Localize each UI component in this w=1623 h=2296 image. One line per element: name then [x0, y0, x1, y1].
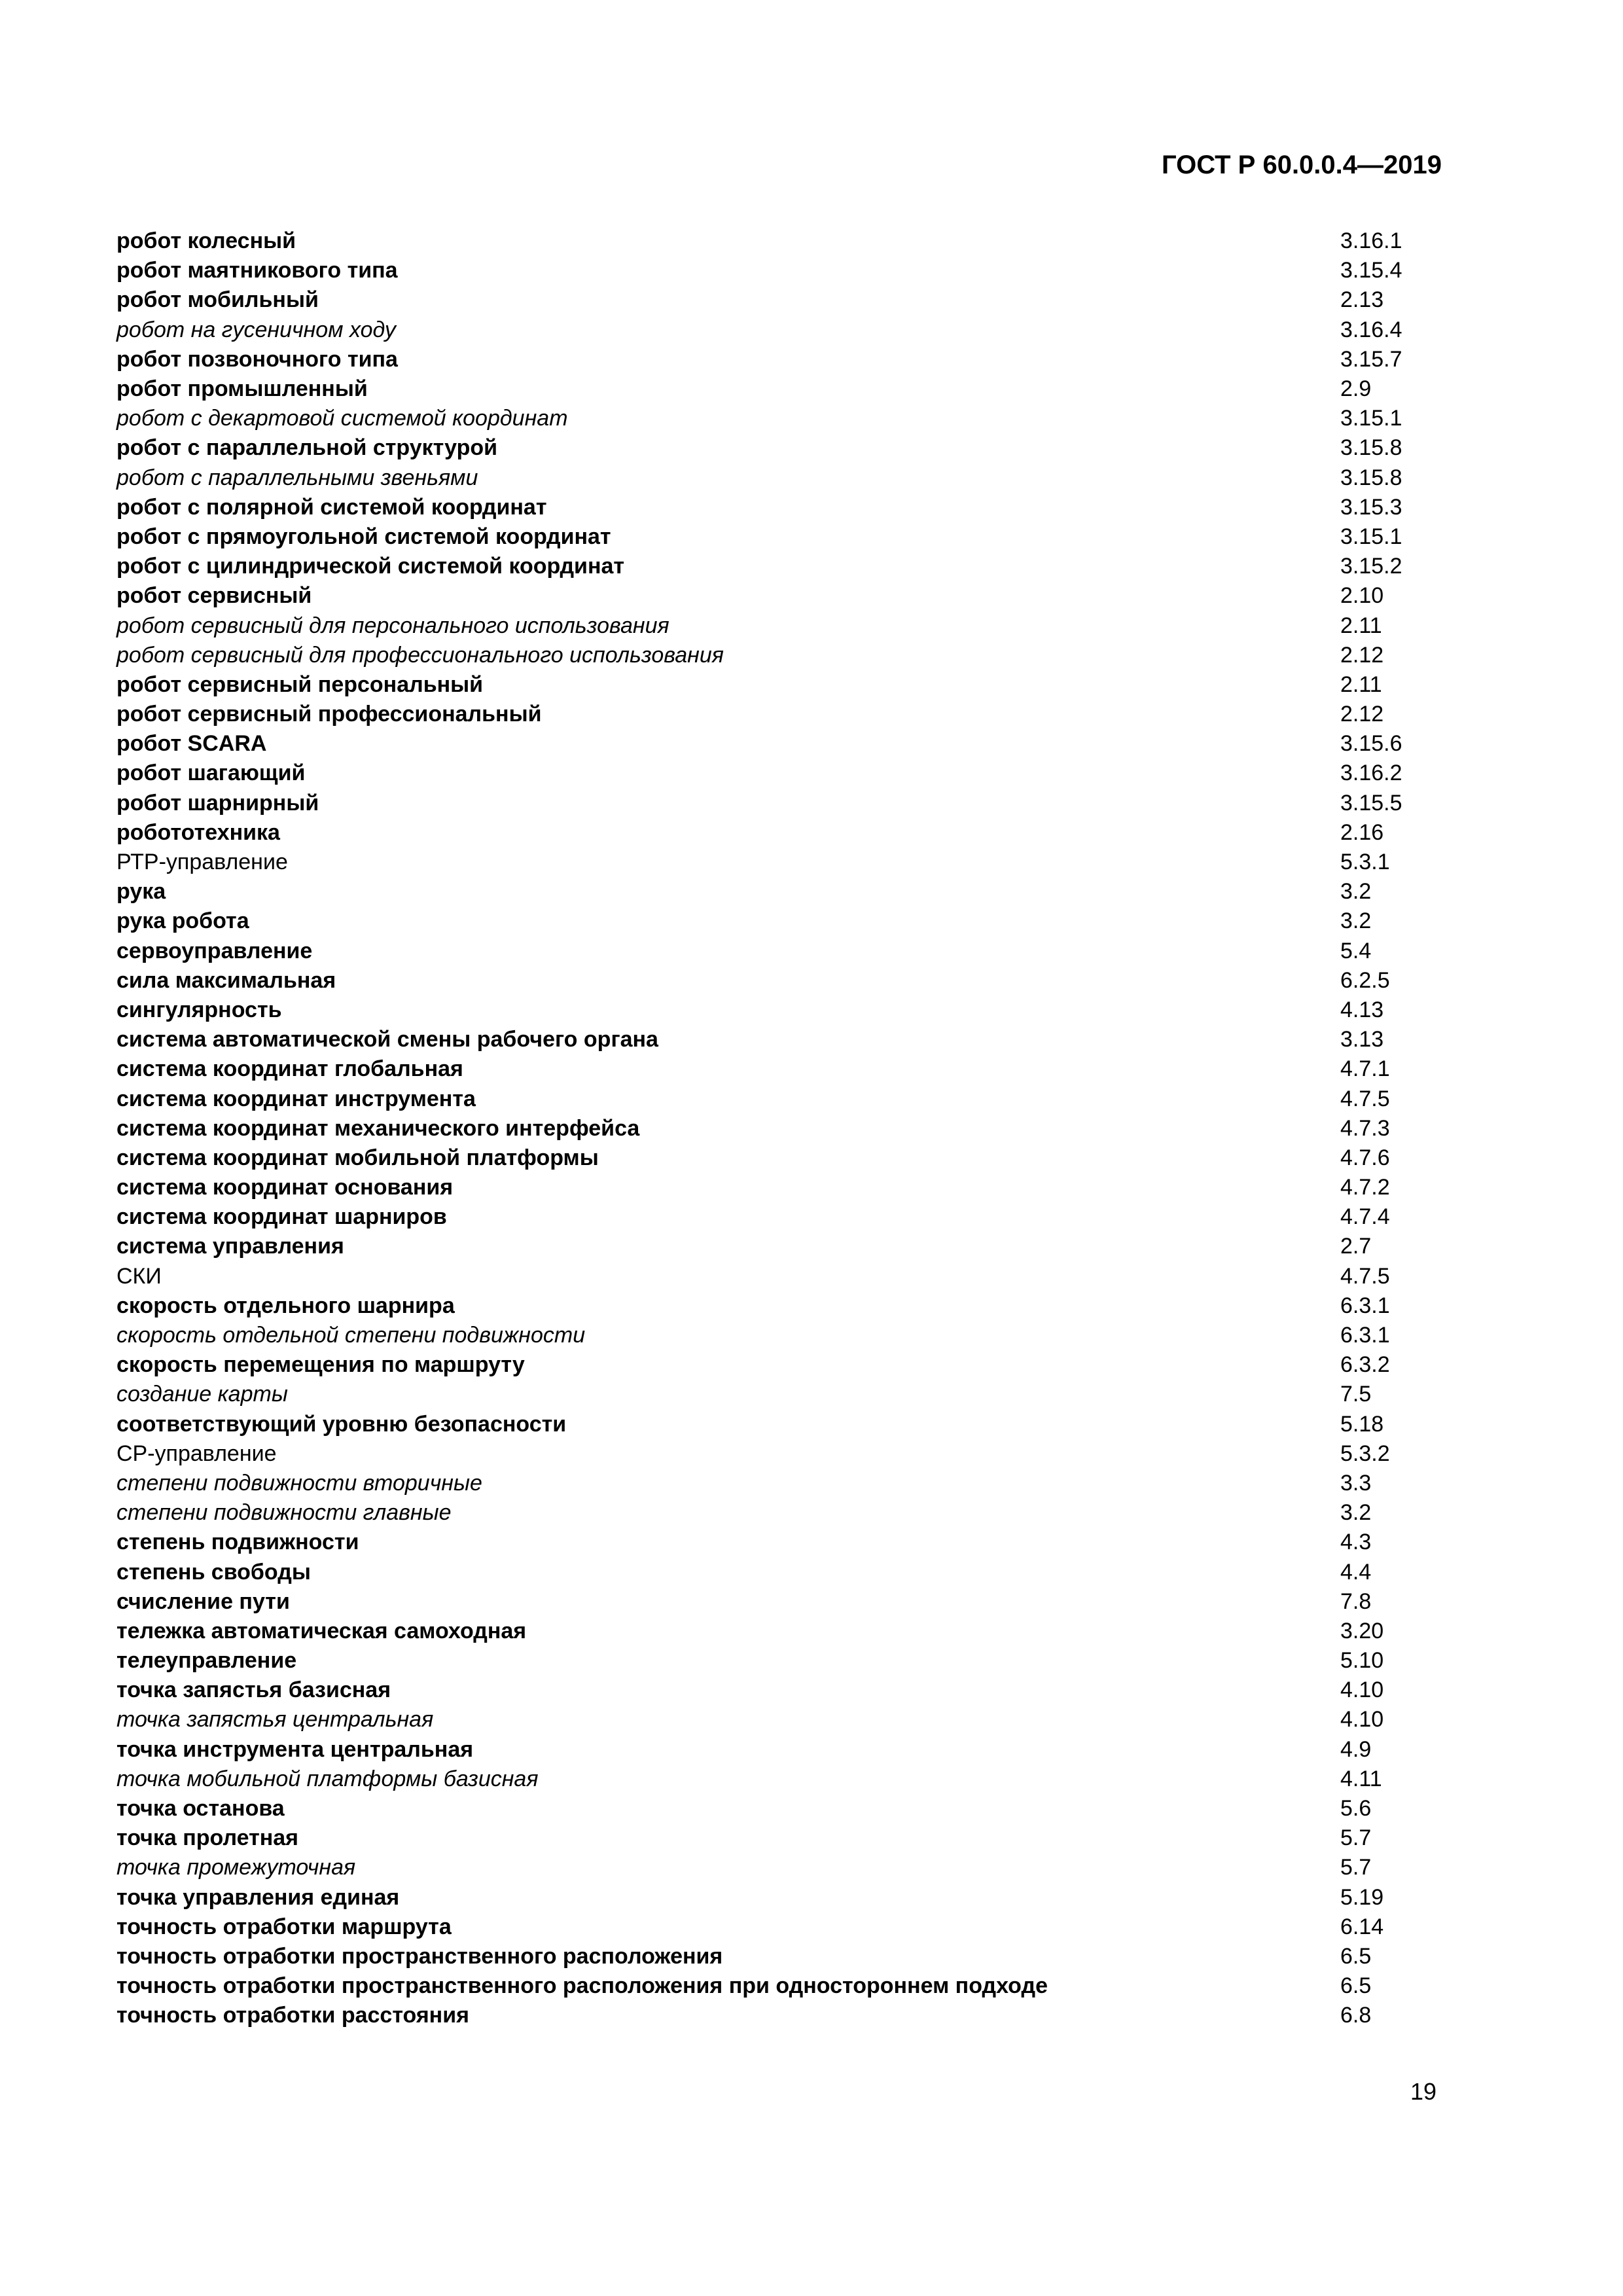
- index-reference: 4.10: [1340, 1677, 1384, 1703]
- index-reference: 2.7: [1340, 1234, 1372, 1259]
- index-entries-list: [116, 226, 1465, 2030]
- index-reference: 3.16.2: [1340, 761, 1402, 786]
- index-entry: [116, 1853, 1465, 1882]
- index-reference: 4.7.1: [1340, 1056, 1390, 1082]
- index-entry: [116, 1646, 1465, 1676]
- index-reference: 5.6: [1340, 1796, 1372, 1821]
- index-reference: 4.7.5: [1340, 1086, 1390, 1111]
- index-term: точка инструмента центральная: [116, 1736, 474, 1762]
- index-term: робот позвоночного типа: [116, 346, 398, 372]
- index-reference: 5.19: [1340, 1884, 1384, 1910]
- index-term: робот на гусеничном ходу: [116, 317, 396, 342]
- index-entry: [116, 1794, 1465, 1823]
- index-entry: [116, 1912, 1465, 1942]
- index-reference: 3.20: [1340, 1618, 1384, 1643]
- index-entry: [116, 433, 1465, 463]
- index-term: степени подвижности главные: [116, 1500, 452, 1526]
- index-term: робот маятникового типа: [116, 258, 398, 283]
- index-term: тележка автоматическая самоходная: [116, 1618, 527, 1643]
- index-reference: 3.16.1: [1340, 228, 1402, 254]
- index-entry: [116, 522, 1465, 552]
- index-entry: [116, 1765, 1465, 1794]
- index-reference: 3.2: [1340, 908, 1372, 934]
- index-reference: 4.7.2: [1340, 1175, 1390, 1200]
- index-reference: 4.13: [1340, 997, 1384, 1022]
- index-term: робот с декартовой системой координат: [116, 406, 568, 431]
- index-entry: [116, 256, 1465, 285]
- index-entry: [116, 1617, 1465, 1646]
- index-term: робот сервисный профессиональный: [116, 702, 542, 727]
- index-term: сервоуправление: [116, 938, 313, 963]
- index-reference: 3.15.4: [1340, 258, 1402, 283]
- index-entry: [116, 1202, 1465, 1232]
- index-entry: [116, 1942, 1465, 1971]
- index-reference: 5.3.1: [1340, 850, 1390, 875]
- index-term: точка управления единая: [116, 1884, 400, 1910]
- index-entry: [116, 700, 1465, 729]
- index-reference: 3.15.5: [1340, 790, 1402, 816]
- index-term: степени подвижности вторичные: [116, 1470, 482, 1496]
- index-reference: 3.15.7: [1340, 346, 1402, 372]
- index-reference: 3.13: [1340, 1027, 1384, 1052]
- index-entry: [116, 1173, 1465, 1202]
- index-entry: [116, 1735, 1465, 1765]
- index-reference: 6.14: [1340, 1914, 1384, 1939]
- index-entry: [116, 1380, 1465, 1409]
- index-term: робот с прямоугольной системой координат: [116, 524, 611, 549]
- index-term: робот с полярной системой координат: [116, 494, 547, 520]
- index-entry: [116, 1321, 1465, 1350]
- index-term: точка останова: [116, 1796, 285, 1821]
- index-reference: 4.3: [1340, 1530, 1372, 1555]
- index-entry: [116, 729, 1465, 759]
- index-reference: 4.10: [1340, 1707, 1384, 1732]
- index-term: система управления: [116, 1234, 344, 1259]
- index-reference: 4.7.3: [1340, 1115, 1390, 1141]
- index-reference: 3.15.8: [1340, 465, 1402, 490]
- index-term: телеуправление: [116, 1648, 297, 1674]
- index-entry: [116, 1114, 1465, 1143]
- index-reference: 5.7: [1340, 1825, 1372, 1851]
- index-term: СКИ: [116, 1263, 162, 1289]
- index-reference: 2.11: [1340, 613, 1382, 638]
- index-term: точность отработки пространственного расположения: [116, 1943, 723, 1969]
- index-term: система координат глобальная: [116, 1056, 463, 1082]
- index-entry: [116, 789, 1465, 818]
- index-reference: 2.11: [1340, 672, 1382, 697]
- index-entry: [116, 966, 1465, 996]
- index-term: счисление пути: [116, 1588, 290, 1614]
- index-reference: 3.2: [1340, 1500, 1372, 1526]
- index-entry: [116, 493, 1465, 522]
- index-entry: [116, 404, 1465, 433]
- index-reference: 2.12: [1340, 702, 1384, 727]
- index-entry: [116, 1350, 1465, 1380]
- index-term: точка промежуточная: [116, 1855, 356, 1880]
- index-term: система координат шарниров: [116, 1204, 447, 1230]
- index-term: робот сервисный персональный: [116, 672, 484, 697]
- index-reference: 4.9: [1340, 1736, 1372, 1762]
- index-reference: 5.4: [1340, 938, 1372, 963]
- index-reference: 4.11: [1340, 1766, 1382, 1791]
- index-entry: [116, 1676, 1465, 1705]
- index-entry: [116, 1469, 1465, 1498]
- index-term: робот с цилиндрической системой координат: [116, 554, 625, 579]
- index-reference: 6.3.2: [1340, 1352, 1390, 1378]
- index-entry: [116, 1054, 1465, 1084]
- index-reference: 5.7: [1340, 1855, 1372, 1880]
- index-reference: 6.8: [1340, 2003, 1372, 2028]
- index-term: скорость отдельного шарнира: [116, 1293, 455, 1318]
- document-code: ГОСТ Р 60.0.0.4—2019: [1161, 151, 1442, 179]
- index-reference: 6.3.1: [1340, 1293, 1390, 1318]
- index-term: система координат инструмента: [116, 1086, 476, 1111]
- index-reference: 2.9: [1340, 376, 1372, 402]
- index-term: робот промышленный: [116, 376, 368, 402]
- index-term: робот сервисный для персонального использования: [116, 613, 669, 638]
- index-term: система координат мобильной платформы: [116, 1145, 599, 1170]
- index-term: сингулярность: [116, 997, 282, 1022]
- index-term: точка пролетная: [116, 1825, 299, 1851]
- index-entry: [116, 463, 1465, 493]
- page-number: 19: [1410, 2078, 1436, 2105]
- index-term: точка запястья базисная: [116, 1677, 391, 1703]
- index-entry: [116, 1291, 1465, 1321]
- index-entry: [116, 670, 1465, 700]
- index-reference: 4.4: [1340, 1559, 1372, 1585]
- index-term: робот сервисный для профессионального использования: [116, 642, 724, 668]
- index-reference: 3.16.4: [1340, 317, 1402, 342]
- index-term: рука: [116, 879, 166, 905]
- index-term: сила максимальная: [116, 967, 336, 993]
- index-term: робот SCARA: [116, 731, 267, 757]
- index-term: точность отработки маршрута: [116, 1914, 452, 1939]
- index-term: робот колесный: [116, 228, 296, 254]
- index-reference: 6.5: [1340, 1973, 1372, 1999]
- index-reference: 3.2: [1340, 879, 1372, 905]
- index-term: робот с параллельной структурой: [116, 435, 498, 461]
- index-entry: [116, 906, 1465, 936]
- index-reference: 2.12: [1340, 642, 1384, 668]
- index-reference: 4.7.6: [1340, 1145, 1390, 1170]
- index-term: точность отработки расстояния: [116, 2003, 469, 2028]
- index-entry: [116, 285, 1465, 315]
- index-reference: 3.15.2: [1340, 554, 1402, 579]
- index-term: робот шагающий: [116, 761, 306, 786]
- index-entry: [116, 226, 1465, 256]
- index-term: робот сервисный: [116, 583, 312, 609]
- index-entry: [116, 1823, 1465, 1853]
- index-reference: 4.7.5: [1340, 1263, 1390, 1289]
- index-reference: 3.15.6: [1340, 731, 1402, 757]
- index-term: рука робота: [116, 908, 249, 934]
- index-entry: [116, 1232, 1465, 1261]
- index-entry: [116, 1528, 1465, 1557]
- index-entry: [116, 641, 1465, 670]
- index-reference: 7.8: [1340, 1588, 1372, 1614]
- index-entry: [116, 996, 1465, 1025]
- index-entry: [116, 1410, 1465, 1439]
- index-term: точка мобильной платформы базисная: [116, 1766, 539, 1791]
- index-reference: 5.10: [1340, 1648, 1384, 1674]
- index-term: скорость отдельной степени подвижности: [116, 1323, 586, 1348]
- index-term: система координат основания: [116, 1175, 454, 1200]
- index-term: точка запястья центральная: [116, 1707, 434, 1732]
- index-reference: 2.13: [1340, 287, 1384, 313]
- index-term: робот мобильный: [116, 287, 319, 313]
- index-reference: 6.5: [1340, 1943, 1372, 1969]
- index-entry: [116, 345, 1465, 374]
- index-entry: [116, 877, 1465, 906]
- index-term: точность отработки пространственного расположения при одностороннем подходе: [116, 1973, 1048, 1999]
- index-entry: [116, 848, 1465, 877]
- index-term: робототехника: [116, 819, 280, 845]
- index-reference: 2.16: [1340, 819, 1384, 845]
- index-reference: 3.15.3: [1340, 494, 1402, 520]
- index-reference: 4.7.4: [1340, 1204, 1390, 1230]
- index-term: скорость перемещения по маршруту: [116, 1352, 525, 1378]
- index-entry: [116, 581, 1465, 611]
- index-term: система координат механического интерфейса: [116, 1115, 640, 1141]
- index-term: создание карты: [116, 1382, 288, 1407]
- index-reference: 5.18: [1340, 1411, 1384, 1437]
- index-term: соответствующий уровню безопасности: [116, 1411, 567, 1437]
- index-entry: [116, 1587, 1465, 1617]
- index-entry: [116, 1143, 1465, 1173]
- index-entry: [116, 374, 1465, 404]
- index-reference: 6.3.1: [1340, 1323, 1390, 1348]
- index-term: РТР-управление: [116, 850, 288, 875]
- index-entry: [116, 2001, 1465, 2030]
- index-reference: 2.10: [1340, 583, 1384, 609]
- index-reference: 3.15.1: [1340, 524, 1402, 549]
- index-entry: [116, 1705, 1465, 1734]
- index-entry: [116, 937, 1465, 966]
- index-term: робот шарнирный: [116, 790, 319, 816]
- index-reference: 3.3: [1340, 1470, 1372, 1496]
- index-term: степень подвижности: [116, 1530, 359, 1555]
- index-entry: [116, 1883, 1465, 1912]
- index-entry: [116, 1498, 1465, 1528]
- index-entry: [116, 1557, 1465, 1587]
- index-reference: 5.3.2: [1340, 1441, 1390, 1466]
- index-entry: [116, 818, 1465, 848]
- index-entry: [116, 315, 1465, 345]
- index-reference: 7.5: [1340, 1382, 1372, 1407]
- index-reference: 6.2.5: [1340, 967, 1390, 993]
- index-entry: [116, 759, 1465, 788]
- index-reference: 3.15.8: [1340, 435, 1402, 461]
- index-entry: [116, 1084, 1465, 1113]
- index-reference: 3.15.1: [1340, 406, 1402, 431]
- index-entry: [116, 1971, 1465, 2001]
- index-term: система автоматической смены рабочего органа: [116, 1027, 658, 1052]
- index-term: степень свободы: [116, 1559, 311, 1585]
- index-entry: [116, 611, 1465, 640]
- index-entry: [116, 1025, 1465, 1054]
- index-term: робот с параллельными звеньями: [116, 465, 478, 490]
- index-entry: [116, 1262, 1465, 1291]
- index-entry: [116, 552, 1465, 581]
- index-term: СР-управление: [116, 1441, 277, 1466]
- index-entry: [116, 1439, 1465, 1469]
